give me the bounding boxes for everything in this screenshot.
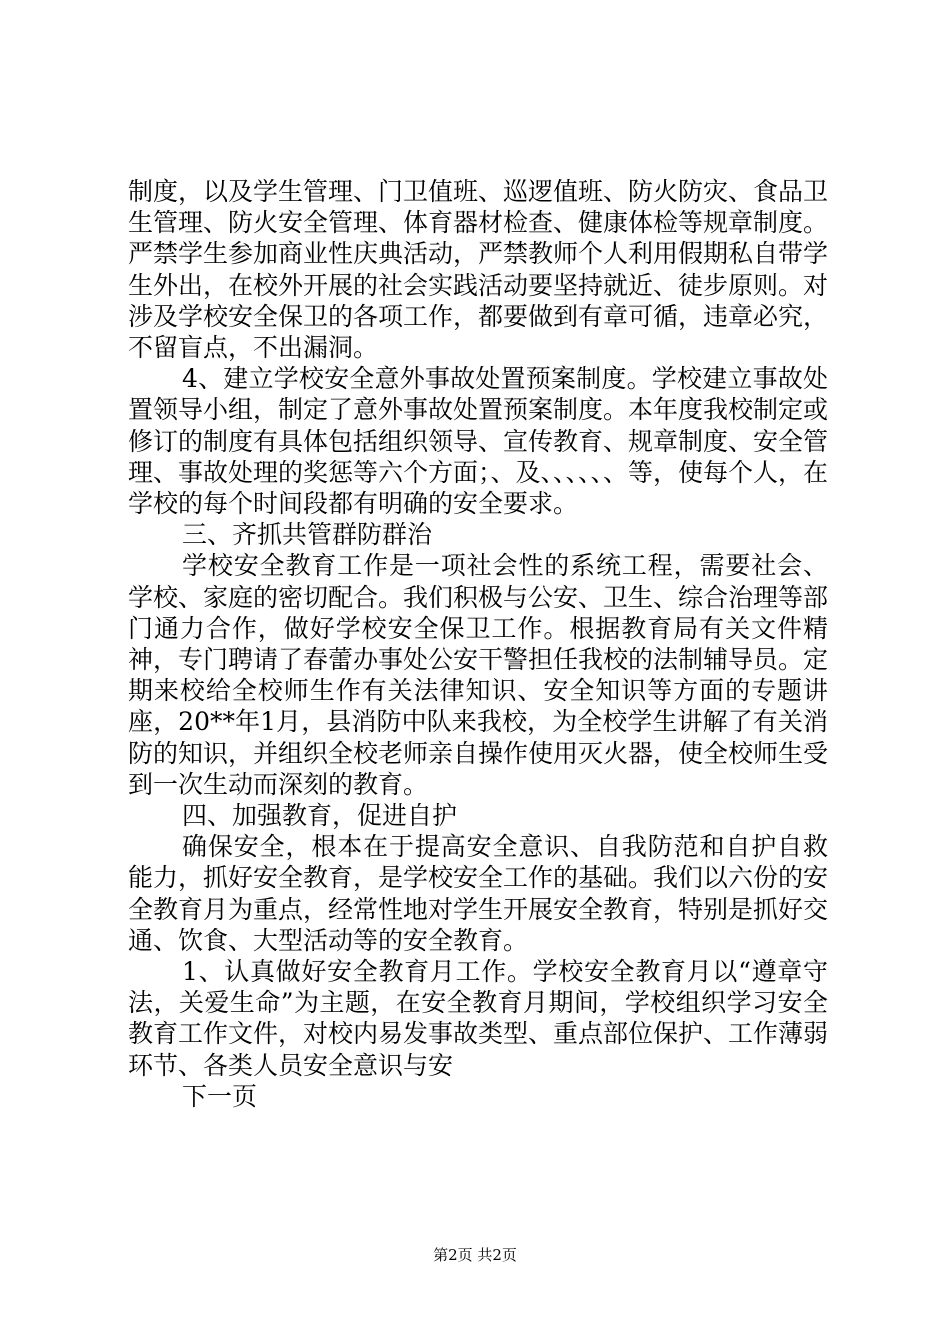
paragraph-cooperation: 学校安全教育工作是一项社会性的系统工程，需要社会、学校、家庭的密切配合。我们积极与公安、卫生、综合治理等部门通力合作，做好学校安全保卫工作。根据教育局有关文件精神，专门聘请了春蕾办事处公安干警担任我校的法制辅导员。定期来校给全校师生作有关法律知识、安全知识等方面的专题讲座，20**年1月，县消防中队来我校，为全校学生讲解了有关消防的知识，并组织全校老师亲自操作使用灭火器，使全校师生受到一次生动而深刻的教育。 [128, 551, 829, 799]
paragraph-safety-awareness: 确保安全，根本在于提高安全意识、自我防范和自护自救能力，抓好安全教育，是学校安全工作的基础。我们以六份的安全教育月为重点，经常性地对学生开展安全教育，特别是抓好交通、饮食、大型活动等的安全教育。 [128, 832, 829, 955]
paragraph-safety-month: 1、认真做好安全教育月工作。学校安全教育月以“遵章守法，关爱生命”为主题，在安全教育月期间，学校组织学习安全教育工作文件，对校内易发事故类型、重点部位保护、工作薄弱环节、各类人员安全意识与安 [128, 957, 829, 1080]
section-heading-joint-management: 三、齐抓共管群防群治 [182, 520, 433, 550]
next-page-link[interactable]: 下一页 [182, 1081, 258, 1111]
section-heading-education: 四、加强教育，促进自护 [182, 801, 458, 831]
document-body [128, 176, 828, 1112]
paragraph-accident-plan: 4、建立学校安全意外事故处置预案制度。学校建立事故处置领导小组，制定了意外事故处置预案制度。本年度我校制定或修订的制度有具体包括组织领导、宣传教育、规章制度、安全管理、事故处理的奖惩等六个方面；、及、、、、、、等，使每个人，在学校的每个时间段都有明确的安全要求。 [128, 364, 829, 519]
page-number-footer: 第2页 共2页 [433, 1246, 517, 1264]
paragraph-rules-continuation: 制度，以及学生管理、门卫值班、巡逻值班、防火防灾、食品卫生管理、防火安全管理、体育器材检查、健康体检等规章制度。严禁学生参加商业性庆典活动，严禁教师个人利用假期私自带学生外出，在校外开展的社会实践活动要坚持就近、徒步原则。对涉及学校安全保卫的各项工作，都要做到有章可循，违章必究，不留盲点，不出漏洞。 [128, 177, 829, 363]
